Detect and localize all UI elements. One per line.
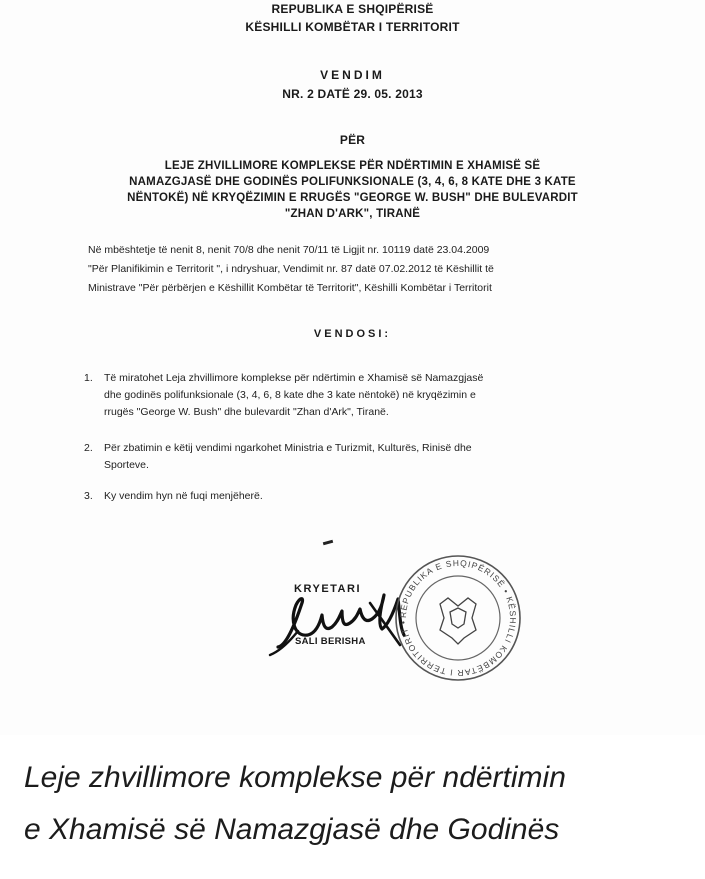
- item-line: dhe godinës polifunksionale (3, 4, 6, 8 kate dhe 3 kate nëntokë) në kryqëzimin e: [104, 389, 476, 401]
- decides-label: VENDOSI:: [313, 328, 392, 340]
- item-line: Të miratohet Leja zhvillimore komplekse për ndërtimin e Xhamisë së Namazgjasë: [104, 372, 484, 384]
- official-seal: [388, 548, 528, 688]
- item-number: 2.: [84, 442, 93, 454]
- subject-line-2: NAMAZGJASË DHE GODINËS POLIFUNKSIONALE (3, 4, 6, 8 KATE DHE 3 KATE: [129, 176, 576, 188]
- item-number: 3.: [84, 490, 93, 502]
- decision-label: VENDIM: [320, 68, 385, 82]
- item-line: Sporteve.: [104, 459, 149, 471]
- preamble-line-2: "Për Planifikimin e Territorit ", i ndryshuar, Vendimit nr. 87 datë 07.02.2012 të Këshillit të: [88, 263, 494, 275]
- subject-line-4: "ZHAN D'ARK", TIRANË: [284, 208, 421, 220]
- header-council: KËSHILLI KOMBËTAR I TERRITORIT: [245, 20, 460, 34]
- preamble-line-1: Në mbështetje të nenit 8, nenit 70/8 dhe nenit 70/11 të Ligjit nr. 10119 datë 23.04.2009: [88, 244, 490, 256]
- item-number: 1.: [84, 372, 93, 384]
- decision-number: NR. 2 DATË 29. 05. 2013: [282, 87, 423, 101]
- subject-line-1: LEJE ZHVILLIMORE KOMPLEKSE PËR NDËRTIMIN E XHAMISË SË: [164, 160, 541, 172]
- header-republic: REPUBLIKA E SHQIPËRISË: [271, 2, 434, 16]
- ink-mark: [323, 540, 333, 545]
- preamble-line-3: Ministrave "Për përbërjen e Këshillit Kombëtar të Territorit", Këshilli Kombëtar i Territorit: [88, 282, 492, 294]
- item-line: Për zbatimin e këtij vendimi ngarkohet Ministria e Turizmit, Kulturës, Rinisë dhe: [104, 442, 472, 454]
- item-line: Ky vendim hyn në fuqi menjëherë.: [104, 490, 263, 502]
- subject-line-3: NËNTOKË) NË KRYQËZIMIN E RRUGËS "GEORGE W. BUSH" DHE BULEVARDIT: [127, 192, 578, 204]
- per-label: PËR: [339, 133, 366, 147]
- item-line: rrugës "George W. Bush" dhe bulevardit "Zhan d'Ark", Tiranë.: [104, 406, 389, 418]
- caption-line-1: Leje zhvillimore komplekse për ndërtimin: [24, 761, 566, 794]
- seal-ring-text: REPUBLIKA E SHQIPËRISË • KËSHILLI KOMBËTAR I TERRITORIT •: [397, 557, 519, 679]
- signature-name: SALI BERISHA: [295, 636, 366, 647]
- signature-title: KRYETARI: [294, 583, 361, 595]
- caption-line-2: e Xhamisë së Namazgjasë dhe Godinës: [24, 813, 560, 846]
